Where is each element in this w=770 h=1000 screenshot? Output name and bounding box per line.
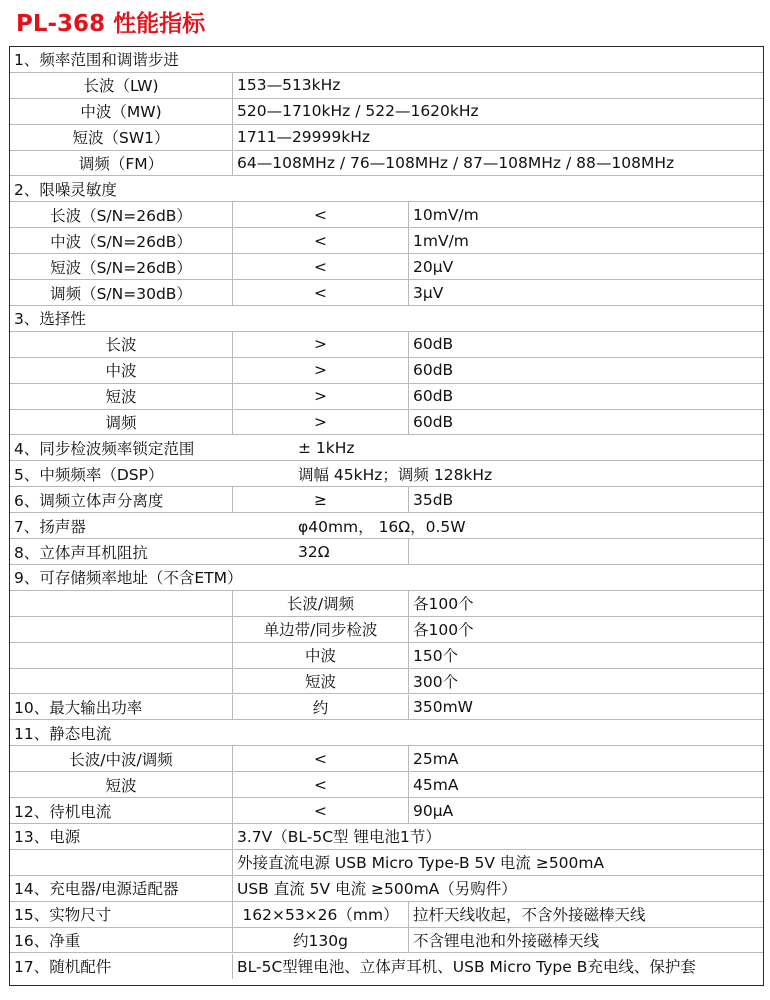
spec-label-cell: 14、充电器/电源适配器 (14, 880, 179, 899)
spec-label-cell: 16、净重 (14, 932, 81, 951)
spec-row (10, 617, 763, 643)
spec-label-cell: 调频（FM） (78, 155, 164, 174)
spec-value-cell: 1711—29999kHz (232, 125, 763, 150)
spec-label-cell (10, 591, 232, 616)
spec-detail-cell: 90μA (408, 798, 763, 823)
spec-row (10, 384, 763, 410)
spec-label-cell: 中波（S/N=26dB） (50, 232, 192, 251)
spec-row (10, 643, 763, 669)
spec-detail-cell: 25mA (408, 746, 763, 771)
spec-row (10, 850, 763, 876)
spec-detail-cell: 10mV/m (408, 202, 763, 227)
spec-row (10, 876, 763, 902)
spec-row (10, 202, 763, 228)
spec-label-cell: 13、电源 (14, 828, 81, 847)
spec-row (10, 47, 763, 73)
spec-detail-cell: 60dB (408, 332, 763, 357)
spec-detail-cell: 20μV (408, 254, 763, 279)
spec-row (10, 824, 763, 850)
spec-label-cell: 11、静态电流 (14, 724, 112, 743)
spec-label-cell: 短波（S/N=26dB） (50, 258, 192, 277)
spec-label-cell: 中波（MW) (80, 103, 162, 122)
spec-row (10, 695, 763, 721)
spec-detail-cell: 各100个 (408, 591, 763, 616)
spec-label-cell (10, 850, 232, 875)
spec-value-cell: 64—108MHz / 76—108MHz / 87—108MHz / 88—108MHz (232, 151, 763, 176)
spec-value-cell: 调幅 45kHz；调频 128kHz (298, 465, 493, 484)
spec-detail-cell: 350mW (408, 695, 763, 720)
spec-row (10, 487, 763, 513)
spec-label-cell: 中波 (105, 362, 137, 381)
spec-value-cell: φ40mm， 16Ω，0.5W (298, 517, 466, 536)
spec-label-cell: 12、待机电流 (14, 802, 112, 821)
spec-label-cell: 短波 (105, 776, 137, 795)
spec-label-cell: 长波/中波/调频 (69, 750, 173, 769)
spec-detail-cell: 300个 (408, 669, 763, 694)
spec-row (10, 332, 763, 358)
spec-value-cell: < (232, 772, 408, 797)
spec-detail-cell: 60dB (408, 410, 763, 435)
spec-row (10, 669, 763, 695)
spec-label-cell: 9、可存储频率地址（不含ETM） (14, 569, 243, 588)
spec-label-cell (10, 617, 232, 642)
spec-label-cell: 长波（LW) (83, 77, 159, 96)
spec-label-cell: 1、频率范围和调谐步进 (14, 51, 179, 70)
spec-detail-cell: 45mA (408, 772, 763, 797)
spec-value-cell: 单边带/同步检波 (232, 617, 408, 642)
spec-value-cell: < (232, 746, 408, 771)
spec-row (10, 902, 763, 928)
spec-detail-cell: 60dB (408, 384, 763, 409)
spec-value-cell: > (232, 332, 408, 357)
spec-label-cell: 17、随机配件 (14, 958, 112, 977)
spec-row (10, 306, 763, 332)
spec-row (10, 410, 763, 436)
spec-detail-cell: 各100个 (408, 617, 763, 642)
spec-value-cell: < (232, 798, 408, 823)
spec-row (10, 461, 763, 487)
spec-row (10, 436, 763, 462)
spec-detail-cell: 不含锂电池和外接磁棒天线 (408, 928, 763, 953)
spec-detail-cell: 35dB (408, 487, 763, 512)
spec-label-cell: 长波（S/N=26dB） (50, 206, 192, 225)
spec-value-cell: 3.7V（BL-5C型 锂电池1节） (232, 824, 763, 849)
spec-detail-cell: 150个 (408, 643, 763, 668)
spec-value-cell: 162×53×26（mm） (232, 902, 408, 927)
spec-value-cell: ≥ (232, 487, 408, 512)
spec-row (10, 228, 763, 254)
spec-row (10, 565, 763, 591)
spec-detail-cell: 1mV/m (408, 228, 763, 253)
spec-label-cell: 调频（S/N=30dB） (50, 284, 192, 303)
spec-value-cell: < (232, 254, 408, 279)
spec-detail-cell: 3μV (408, 280, 763, 305)
spec-row (10, 99, 763, 125)
spec-row (10, 73, 763, 99)
spec-row (10, 254, 763, 280)
spec-value-cell: 约130g (232, 928, 408, 953)
spec-row (10, 125, 763, 151)
spec-table (9, 46, 764, 986)
spec-label-cell (10, 643, 232, 668)
spec-label-cell: 短波 (105, 388, 137, 407)
page-title: PL-368 性能指标 (16, 11, 206, 37)
spec-label-cell: 短波（SW1） (72, 129, 170, 148)
spec-value-cell: < (232, 228, 408, 253)
spec-value-cell: 中波 (232, 643, 408, 668)
spec-label-cell: 4、同步检波频率锁定范围 (14, 439, 195, 458)
spec-value-cell: 约 (232, 695, 408, 720)
spec-row (10, 280, 763, 306)
spec-label-cell: 调频 (105, 414, 137, 433)
spec-value-cell: 短波 (232, 669, 408, 694)
spec-value-cell: BL-5C型锂电池、立体声耳机、USB Micro Type B充电线、保护套 (232, 954, 763, 980)
spec-row (10, 358, 763, 384)
spec-label-cell: 长波 (105, 336, 137, 355)
spec-label-cell: 7、扬声器 (14, 517, 86, 536)
spec-value-cell: 外接直流电源 USB Micro Type-B 5V 电流 ≥500mA (232, 850, 763, 875)
spec-value-cell: 520—1710kHz / 522—1620kHz (232, 99, 763, 124)
spec-label-cell: 3、选择性 (14, 310, 86, 329)
spec-detail-cell: 60dB (408, 358, 763, 383)
spec-value-cell: 153—513kHz (232, 73, 763, 98)
spec-row (10, 177, 763, 203)
spec-value-cell: 32Ω (298, 542, 330, 561)
spec-value-cell: > (232, 410, 408, 435)
spec-detail-cell (408, 539, 763, 564)
spec-row (10, 513, 763, 539)
spec-label-cell: 8、立体声耳机阻抗 (14, 543, 148, 562)
spec-value-cell: 长波/调频 (232, 591, 408, 616)
spec-row (10, 798, 763, 824)
spec-value-cell: > (232, 358, 408, 383)
spec-label-cell: 15、实物尺寸 (14, 906, 112, 925)
spec-row (10, 954, 763, 980)
spec-label-cell: 2、限噪灵敏度 (14, 180, 117, 199)
spec-label-cell: 5、中频频率（DSP） (14, 465, 164, 484)
spec-label-cell (10, 669, 232, 694)
spec-row (10, 539, 763, 565)
spec-row (10, 746, 763, 772)
spec-value-cell: ± 1kHz (298, 438, 355, 457)
spec-row (10, 720, 763, 746)
spec-label-cell: 6、调频立体声分离度 (14, 491, 164, 510)
spec-detail-cell: 拉杆天线收起，不含外接磁棒天线 (408, 902, 763, 927)
spec-value-cell: < (232, 280, 408, 305)
spec-label-cell: 10、最大输出功率 (14, 698, 143, 717)
spec-value-cell: > (232, 384, 408, 409)
spec-row (10, 151, 763, 177)
spec-row (10, 772, 763, 798)
spec-row (10, 928, 763, 954)
spec-row (10, 591, 763, 617)
spec-value-cell: USB 直流 5V 电流 ≥500mA（另购件） (232, 876, 763, 901)
spec-value-cell: < (232, 202, 408, 227)
